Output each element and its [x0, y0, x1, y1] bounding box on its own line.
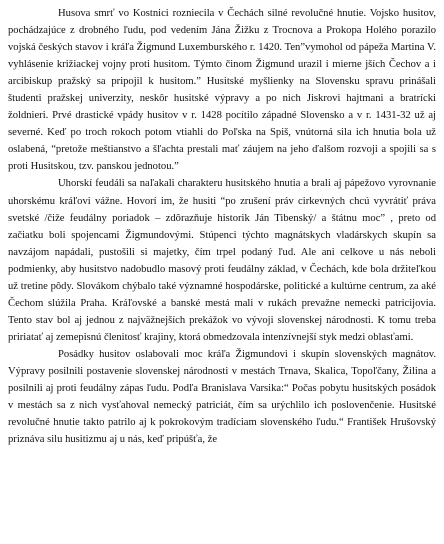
paragraph-3: Posádky husitov oslabovali moc kráľa Žigmundovi i skupín slovenských magnátov. Výpravy posilnili postavenie slovenskej národnosti v mestách Trnava, Skalica, Topoľčany, Žilina a posilnili aj proti feudálny zápas ľudu. Podľa Branislava Varsika:“ Počas pobytu husitských posádok v mestách sa z nich vysťahoval nemecký patriciát, čím sa urýchlilo ich poslovenčenie. Husitské revolučné hnutie takto patrilo aj k pokrokovým tradíciam slovenského ľudu.“ František Hrušovský priznáva silu husitizmu aj u nás, keď pripúšťa, že: [8, 348, 436, 446]
paragraph-2: Uhorskí feudáli sa naľakali charakteru husitského hnutia a brali aj pápežovo vyrovnanie uhorskému kráľovi vážne. Hovorí im, že husiti “po zrušení práv cirkevných chcú vyvrátiť práva svetské /čiže feudálny poriadok – zdôrazňuje historik Ján Tibenský/ a štátnu moc” , preto od začiatku boli spojencami Žigmundovými. Stúpenci týchto magnátskych vladárskych skupín sa navzájom napádali, pustošili si majetky, čím trpel podaný ľud. Ale ani celkove u nás neboli podmienky, aby husitstvo nadobudlo masový proti feudálny základ, v Čechách, kde bola držiteľkou už tretine pôdy. Slovákom chýbalo také významné hospodárske, politické a kultúrne centrum, za aké Čechom slúžila Praha. Kráľovské a banské mestá mali v rukách prevažne nemecki patricijovia. Tento stav bol aj jednou z najväžnejších prekážok vo vývoji slovenskej národnosti. K tomu treba pririatať aj zemepisnú členitosť krajiny, ktorá obmedzovala intenzívnejší styk medzi oblasťami.: [8, 178, 436, 343]
paragraph-1: Husova smrť vo Kostnici rozniecila v Čechách silné revolučné hnutie. Vojsko husitov, pochádzajúce z drobného ľudu, pod vedením Jána Žižku z Trocnova a Prokopa Holého porazilo vojská českých stavov i kráľa Žigmund Luxemburského r. 1420. Ten”vymohol od pápeža Martina V. vyhlásenie križiackej vojny proti husitom. Týmto činom Žigmund urazil i mierne jších Čechov a i arcibiskup pražský sa pripojil k husitom.” Husitské myšlienky na Slovensku spravu prinášali študenti pražskej univerzity, neskôr husitské výpravy a po nich Jiskrovi hajtmani a bratrícki žoldnieri. Prvé drastické vpády husitov v r. 1428 pocítilo západné Slovensko a v r. 1431-32 už aj severné. Keď po troch rokoch potom vtiahli do Poľska na Spiš, vnútorná sila ich hnutia bola už oslabená, “pretože meštianstvo a šľachta prestali mať záujem na jeho ďalšom rozvoji a spojili sa s proti Husitskou, tzv. panskou jednotou.”: [8, 8, 436, 173]
